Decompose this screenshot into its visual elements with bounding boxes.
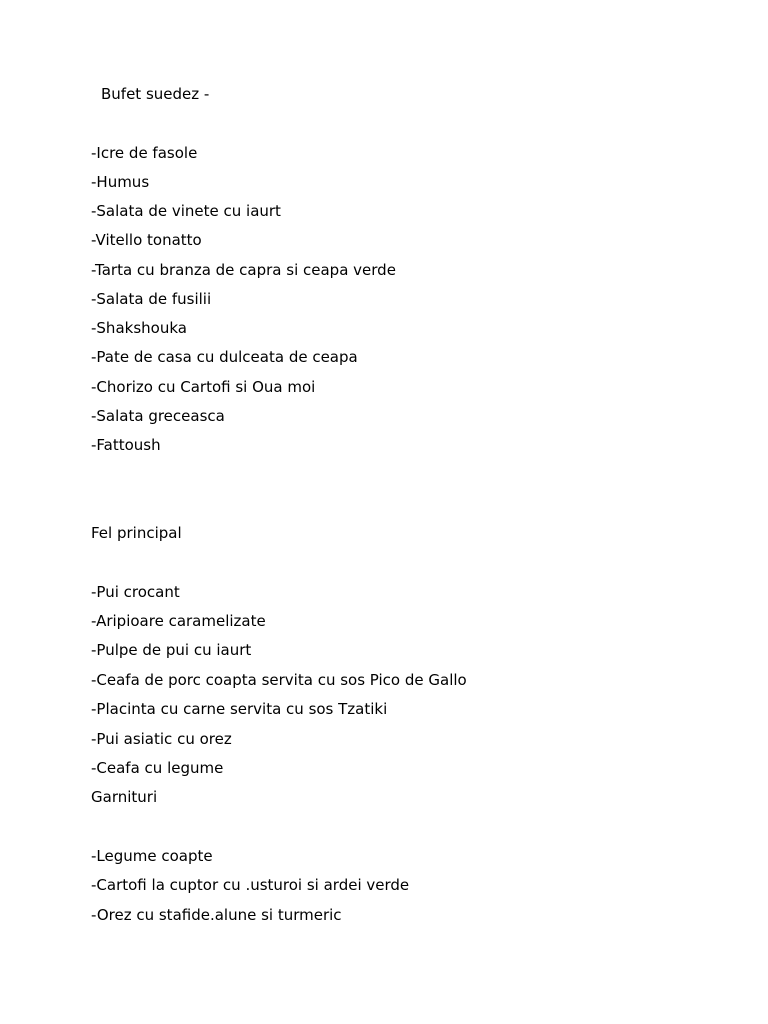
list-item: -Pate de casa cu dulceata de ceapa (91, 348, 358, 366)
list-item: -Chorizo cu Cartofi si Oua moi (91, 378, 316, 396)
list-item: -Salata greceasca (91, 407, 225, 425)
list-item: -Humus (91, 173, 150, 191)
list-item: -Ceafa cu legume (91, 759, 224, 777)
list-item: -Tarta cu branza de capra si ceapa verde (91, 261, 396, 279)
list-item: -Pui crocant (91, 583, 180, 601)
list-item: -Orez cu stafide.alune si turmeric (91, 906, 342, 924)
list-item: -Pulpe de pui cu iaurt (91, 641, 252, 659)
list-item: -Ceafa de porc coapta servita cu sos Pico de Gallo (91, 671, 467, 689)
list-item: -Salata de vinete cu iaurt (91, 202, 281, 220)
list-item: -Fattoush (91, 436, 161, 454)
list-item: -Pui asiatic cu orez (91, 730, 232, 748)
section-title-principal: Fel principal (91, 524, 182, 542)
list-item: -Legume coapte (91, 847, 213, 865)
section-title-garnituri: Garnituri (91, 788, 158, 806)
list-item: -Aripioare caramelizate (91, 612, 266, 630)
list-item: -Icre de fasole (91, 144, 198, 162)
list-item: -Salata de fusilii (91, 290, 212, 308)
list-item: -Shakshouka (91, 319, 187, 337)
list-item: -Vitello tonatto (91, 231, 202, 249)
list-item: -Cartofi la cuptor cu .usturoi si ardei verde (91, 876, 410, 894)
list-item: -Placinta cu carne servita cu sos Tzatiki (91, 700, 388, 718)
section-title-bufet: Bufet suedez - (101, 85, 210, 103)
